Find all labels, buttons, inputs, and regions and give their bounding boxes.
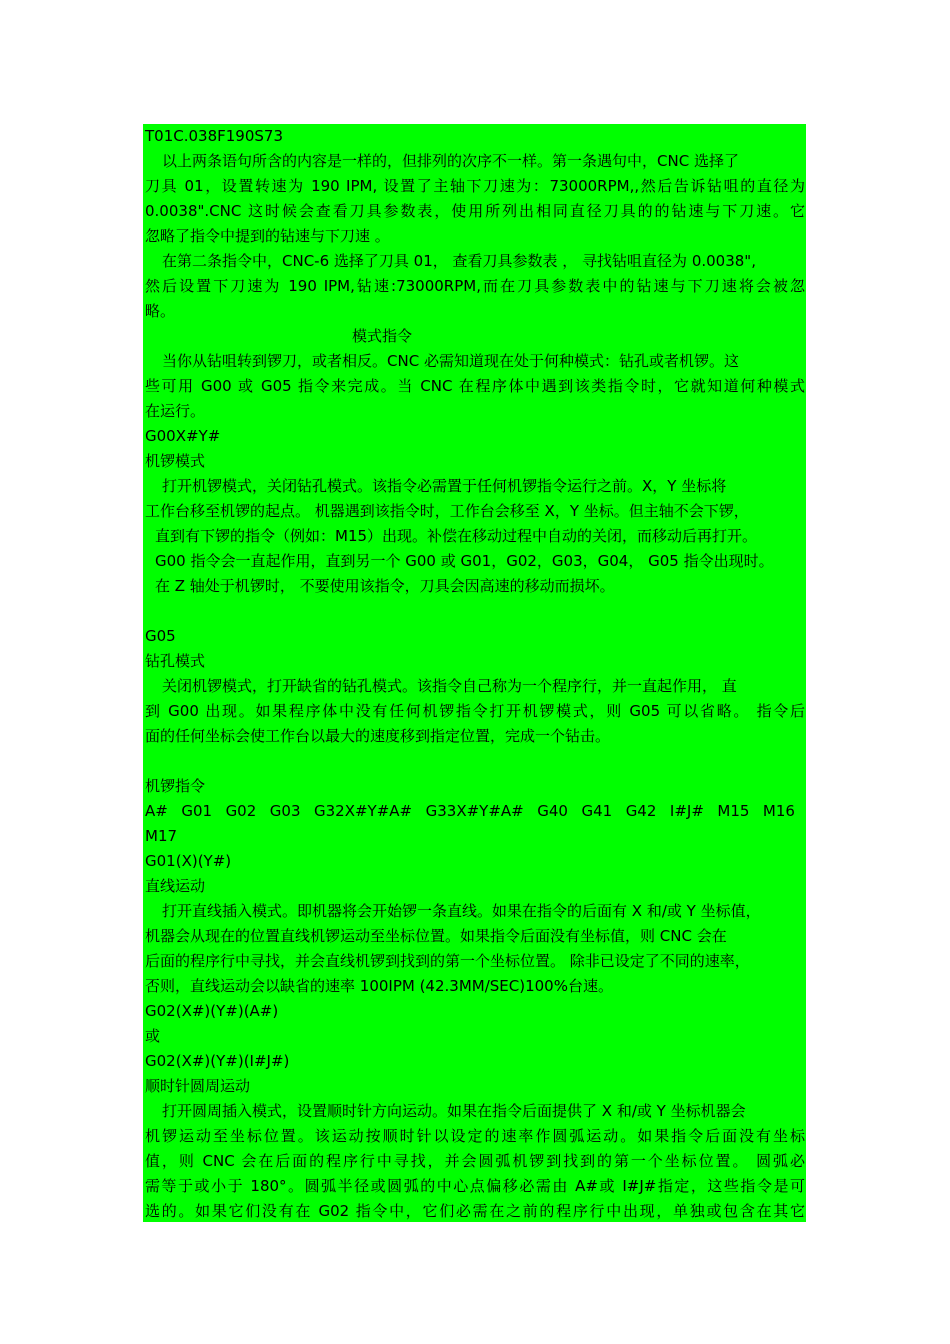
text-line: 以上两条语句所含的内容是一样的，但排列的次序不一样。第一条遇句中，CNC 选择了 xyxy=(162,152,739,170)
command-heading: G01(X)(Y#) xyxy=(145,852,232,870)
command-token: G32X#Y#A# xyxy=(314,802,413,820)
text-line: 忽略了指令中提到的钻速与下刀速 。 xyxy=(145,227,390,245)
text-line: 直到有下锣的指令（例如：M15）出现。补偿在移动过程中自动的关闭，而移动后再打开。 xyxy=(155,527,758,545)
text-line: 在 Z 轴处于机锣时， 不要使用该指令，刀具会因高速的移动而损坏。 xyxy=(155,577,615,595)
command-token: I#J# xyxy=(669,802,704,820)
text-line: 关闭机锣模式，打开缺省的钻孔模式。该指令自己称为一个程序行，并一直起作用， 直 xyxy=(162,677,737,695)
command-title: 顺时针圆周运动 xyxy=(145,1077,251,1095)
command-token: G42 xyxy=(625,802,657,820)
text-line: 工作台移至机锣的起点。 机器遇到该指令时，工作台会移至 X，Y 坐标。但主轴不会下锣， xyxy=(145,502,749,520)
command-heading: G02(X#)(Y#)(A#) xyxy=(145,1002,279,1020)
text-line: 面的任何坐标会使工作台以最大的速度移到指定位置，完成一个钻击。 xyxy=(145,727,611,745)
command-token: G33X#Y#A# xyxy=(425,802,524,820)
command-token: G03 xyxy=(269,802,301,820)
command-title: 机锣模式 xyxy=(145,452,206,470)
text-line: 或 xyxy=(145,1027,161,1045)
text-line: 选的。如果它们没有在 G02 指令中，它们必需在之前的程序行中出现，单独或包含在其它 xyxy=(145,1202,805,1220)
text-line: 然后设置下刀速为 190 IPM,钻速:73000RPM,而在刀具参数表中的钻速与下刀速将会被忽 xyxy=(145,277,805,295)
text-line: 些可用 G00 或 G05 指令来完成。当 CNC 在程序体中遇到该类指令时，它就知道何种模式 xyxy=(145,377,805,395)
text-line: 到 G00 出现。如果程序体中没有任何机锣指令打开机锣模式，则 G05 可以省略。 指令后 xyxy=(145,702,805,720)
text-line: 略。 xyxy=(145,302,176,320)
command-token: G02 xyxy=(225,802,257,820)
text-line: 刀具 01，设置转速为 190 IPM, 设置了主轴下刀速为：73000RPM,,然后告诉钻咀的直径为 xyxy=(145,177,805,195)
command-token-row xyxy=(145,802,795,820)
command-title: 直线运动 xyxy=(145,877,206,895)
command-title: 钻孔模式 xyxy=(145,652,206,670)
section-heading: 模式指令 xyxy=(352,327,413,345)
text-line: 打开直线插入模式。即机器将会开始锣一条直线。如果在指令的后面有 X 和/或 Y 坐标值， xyxy=(162,902,761,920)
text-line: 否则，直线运动会以缺省的速率 100IPM (42.3MM/SEC)100%台速。 xyxy=(145,977,613,995)
text-line: M17 xyxy=(145,827,178,845)
text-line: 机锣运动至坐标位置。该运动按顺时针以设定的速率作圆弧运动。如果指令后面没有坐标 xyxy=(145,1127,805,1145)
command-token: G40 xyxy=(537,802,568,820)
text-line: 0.0038".CNC 这时候会查看刀具参数表，使用所列出相同直径刀具的的钻速与下刀速。它 xyxy=(145,202,805,220)
text-line: 值，则 CNC 会在后面的程序行中寻找，并会圆弧机锣到找到的第一个坐标位置。 圆弧必 xyxy=(145,1152,805,1170)
command-token: G41 xyxy=(581,802,613,820)
text-line: 后面的程序行中寻找，并会直线机锣到找到的第一个坐标位置。 除非已设定了不同的速率， xyxy=(145,952,750,970)
text-line: 打开圆周插入模式，设置顺时针方向运动。如果在指令后面提供了 X 和/或 Y 坐标机器会 xyxy=(162,1102,746,1120)
command-heading: G05 xyxy=(145,627,176,645)
command-heading: G00X#Y# xyxy=(145,427,221,445)
text-line: 需等于或小于 180°。圆弧半径或圆弧的中心点偏移必需由 A#或 I#J#指定，这些指令是可 xyxy=(145,1177,805,1195)
text-line: 在第二条指令中，CNC-6 选择了刀具 01， 查看刀具参数表 ， 寻找钻咀直径为 0.0038", xyxy=(162,252,756,270)
text-line: 在运行。 xyxy=(145,402,206,420)
command-token: G01 xyxy=(181,802,213,820)
command-token: M16 xyxy=(762,802,795,820)
command-token: M15 xyxy=(717,802,750,820)
text-line: 当你从钻咀转到锣刀，或者相反。CNC 必需知道现在处于何种模式：钻孔或者机锣。这 xyxy=(162,352,739,370)
text-line: 打开机锣模式，关闭钻孔模式。该指令必需置于任何机锣指令运行之前。X，Y 坐标将 xyxy=(162,477,727,495)
command-heading: G02(X#)(Y#)(I#J#) xyxy=(145,1052,290,1070)
text-line: 机器会从现在的位置直线机锣运动至坐标位置。如果指令后面没有坐标值，则 CNC 会在 xyxy=(145,927,727,945)
command-token: A# xyxy=(145,802,168,820)
section-title: 机锣指令 xyxy=(145,777,206,795)
text-line: T01C.038F190S73 xyxy=(145,127,283,145)
text-line: G00 指令会一直起作用，直到另一个 G00 或 G01，G02，G03，G04， G05 指令出现时。 xyxy=(155,552,774,570)
